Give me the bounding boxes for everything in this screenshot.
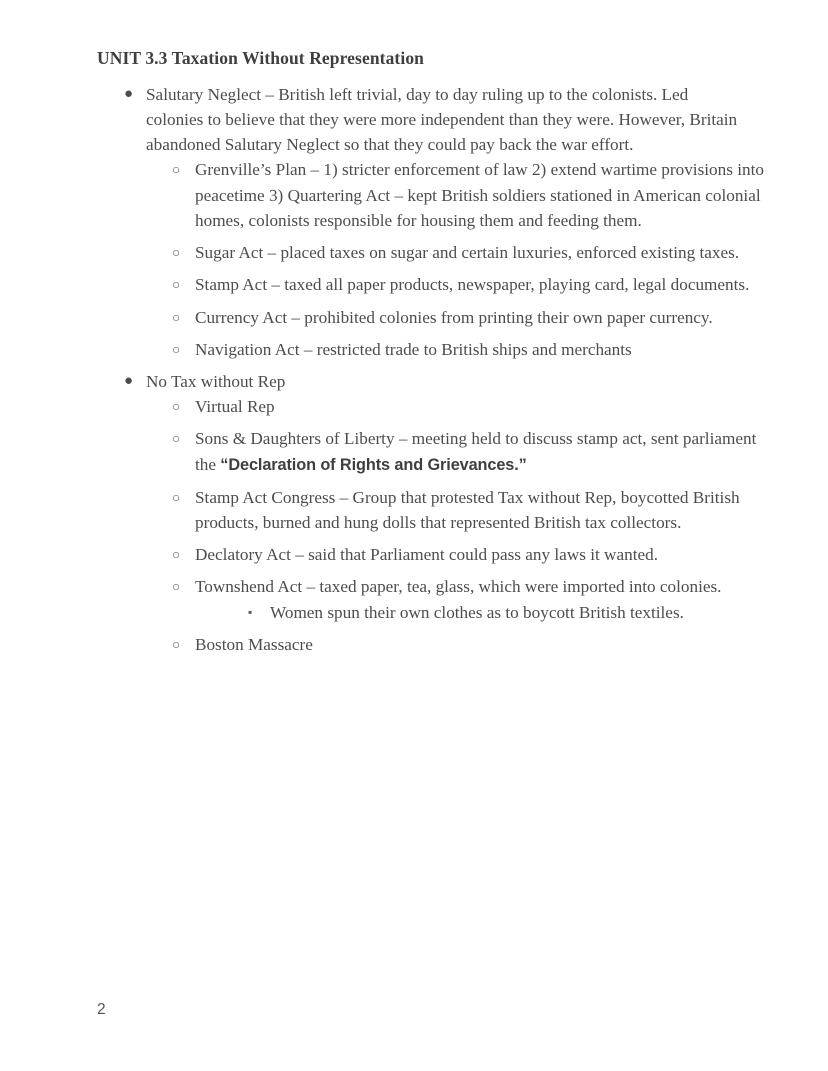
list-item	[146, 305, 780, 330]
list-item-text: Stamp Act Congress – Group that protested Tax without Rep, boycotted British products, burned and hung dolls that represented British tax collectors.	[195, 487, 740, 532]
list-item-text: Women spun their own clothes as to boycott British textiles.	[270, 602, 684, 622]
bullet-disc-icon: ●	[124, 85, 134, 102]
list-item	[97, 369, 757, 657]
bullet-disc-icon: ●	[124, 372, 134, 389]
bullet-circle-icon: ○	[172, 277, 181, 293]
list-item-text: Sugar Act – placed taxes on sugar and certain luxuries, enforced existing taxes.	[195, 243, 740, 263]
list-item	[146, 574, 780, 624]
list-item-text: Boston Massacre	[195, 634, 313, 654]
list-item	[146, 394, 780, 419]
list-item	[221, 600, 790, 625]
bullet-circle-icon: ○	[172, 431, 181, 447]
outline-level-2	[146, 157, 764, 361]
outline-level-3	[221, 600, 780, 625]
list-item	[97, 82, 764, 362]
bullet-circle-icon: ○	[172, 245, 181, 261]
bullet-circle-icon: ○	[172, 579, 181, 595]
bullet-circle-icon: ○	[172, 399, 181, 415]
list-item-text: Currency Act – prohibited colonies from printing their own paper currency.	[195, 307, 713, 327]
list-item-text: Navigation Act – restricted trade to British ships and merchants	[195, 339, 632, 359]
outline-level-2	[146, 394, 757, 657]
outline-level-1	[97, 82, 764, 657]
list-item-text: Salutary Neglect – British left trivial, day to day ruling up to the colonists. Led colonies to believe that they were more independent than they were. However, Britain abandoned Salutary Neglect so that they could pay back the war effort.	[146, 84, 738, 155]
list-item	[146, 240, 780, 265]
list-item-text: Grenville’s Plan – 1) stricter enforcement of law 2) extend wartime provisions into peacetime 3) Quartering Act – kept British soldiers stationed in American colonial homes, colonists responsible for housing them and feeding them.	[195, 160, 764, 230]
list-item	[146, 157, 780, 233]
document-body	[97, 48, 764, 664]
list-item	[146, 426, 780, 477]
page-number: 2	[97, 1001, 106, 1018]
list-item-text: Townshend Act – taxed paper, tea, glass, which were imported into colonies.	[195, 577, 722, 597]
list-item	[146, 272, 780, 297]
bullet-circle-icon: ○	[172, 309, 181, 325]
list-item	[146, 542, 780, 567]
list-item	[146, 632, 780, 657]
list-item-text: Declatory Act – said that Parliament could pass any laws it wanted.	[195, 545, 658, 565]
list-item	[146, 485, 780, 535]
list-item-text: Virtual Rep	[195, 397, 275, 417]
bullet-circle-icon: ○	[172, 636, 181, 652]
page-title: UNIT 3.3 Taxation Without Representation	[97, 48, 425, 68]
bullet-square-icon: ▪	[248, 604, 253, 619]
emphasized-quote: “Declaration of Rights and Grievances.”	[220, 455, 527, 474]
list-item-text: Sons & Daughters of Liberty – meeting held to discuss stamp act, sent parliament the	[195, 429, 757, 474]
list-item-text: No Tax without Rep	[146, 371, 286, 391]
bullet-circle-icon: ○	[172, 162, 181, 178]
bullet-circle-icon: ○	[172, 489, 181, 505]
list-item-text: Stamp Act – taxed all paper products, newspaper, playing card, legal documents.	[195, 275, 750, 295]
bullet-circle-icon: ○	[172, 547, 181, 563]
list-item	[146, 337, 780, 362]
bullet-circle-icon: ○	[172, 341, 181, 357]
